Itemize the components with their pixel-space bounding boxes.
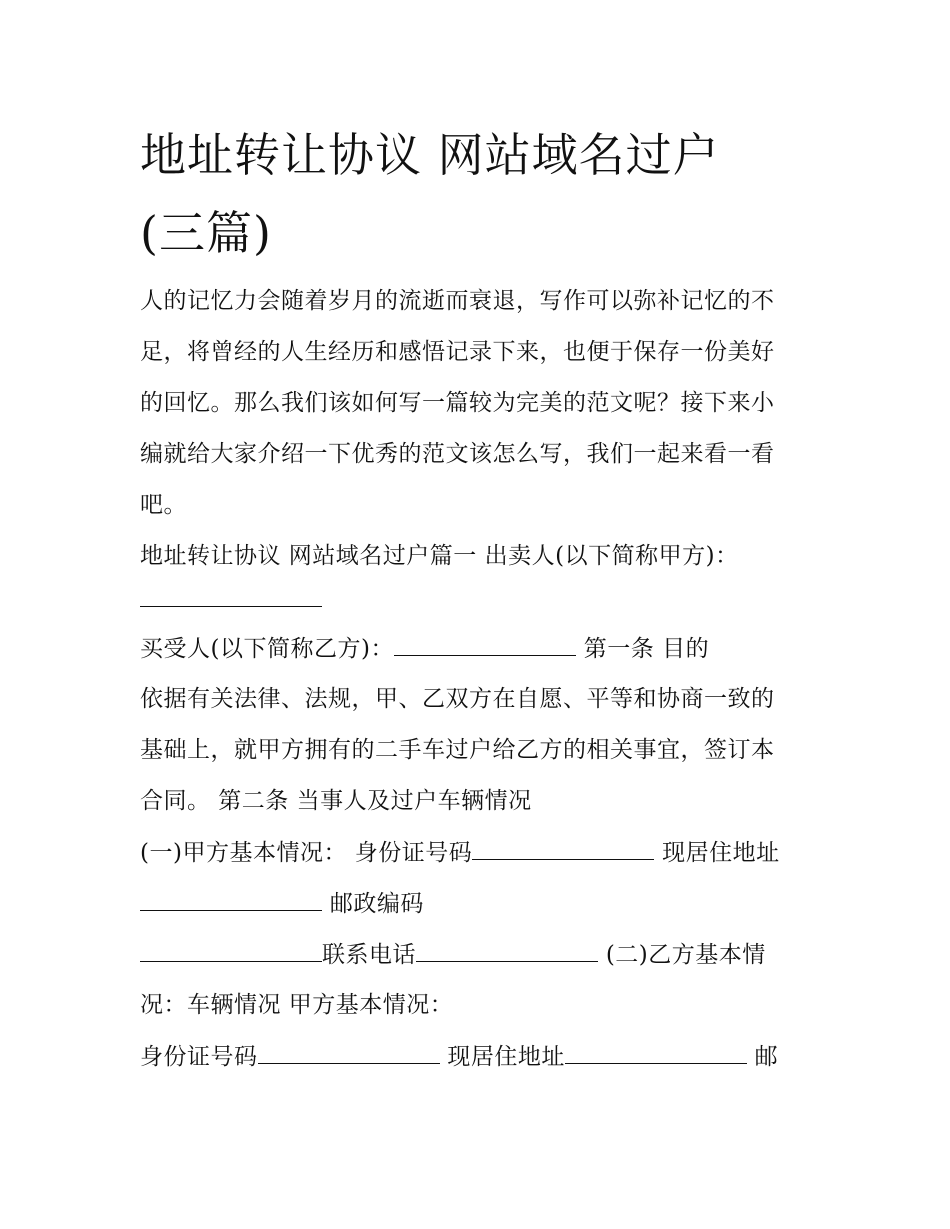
section1-heading: 地址转让协议 网站域名过户篇一 出卖人(以下简称甲方)： <box>140 543 739 569</box>
party-b-info-line: 况：车辆情况 甲方基本情况： <box>140 992 454 1018</box>
article1-line-2: 基础上，就甲方拥有的二手车过户给乙方的相关事宜，签订本 <box>140 737 775 763</box>
seller-blank-line <box>140 584 322 615</box>
id-number-blank <box>258 1041 440 1064</box>
article1-line-1: 依据有关法律、法规，甲、乙双方在自愿、平等和协商一致的 <box>140 686 775 712</box>
party-a-id-blank <box>472 837 654 860</box>
postcode-label: 邮政编码 <box>329 891 424 917</box>
buyer-line <box>140 633 709 664</box>
party-b-info-prefix: (二)乙方基本情 <box>605 942 766 968</box>
title-line-2: (三篇) <box>140 206 272 260</box>
party-a-phone-blank <box>416 939 598 962</box>
current-address-label: 现居住地址 <box>662 840 780 866</box>
document-title <box>140 116 840 272</box>
intro-line-5: 吧。 <box>140 492 187 518</box>
party-a-line <box>140 837 780 868</box>
buyer-label: 买受人(以下简称乙方)： <box>140 636 394 662</box>
party-a-address-blank <box>140 888 322 911</box>
address-blank-2 <box>565 1041 747 1064</box>
current-address-label-2: 现居住地址 <box>447 1044 565 1070</box>
seller-name-blank <box>140 584 322 607</box>
intro-line-3: 的回忆。那么我们该如何写一篇较为完美的范文呢？接下来小 <box>140 390 775 416</box>
intro-line-1: 人的记忆力会随着岁月的流逝而衰退，写作可以弥补记忆的不 <box>140 288 775 314</box>
buyer-name-blank <box>394 633 576 656</box>
intro-line-4: 编就给大家介绍一下优秀的范文该怎么写，我们一起来看一看 <box>140 441 775 467</box>
party-a-postcode-blank <box>140 939 322 962</box>
title-line-1: 地址转让协议 网站域名过户 <box>140 128 720 182</box>
phone-line <box>140 939 766 970</box>
article1-line-3: 合同。 第二条 当事人及过户车辆情况 <box>140 788 532 814</box>
party-a-info-label: (一)甲方基本情况： 身份证号码 <box>140 840 473 866</box>
address-blank-line <box>140 888 424 919</box>
phone-label: 联系电话 <box>322 942 416 968</box>
id-number-label: 身份证号码 <box>140 1044 258 1070</box>
postal-prefix: 邮 <box>754 1044 779 1070</box>
intro-line-2: 足，将曾经的人生经历和感悟记录下来，也便于保存一份美好 <box>140 339 775 365</box>
id-address-line <box>140 1041 778 1072</box>
article1-heading: 第一条 目的 <box>583 636 710 662</box>
